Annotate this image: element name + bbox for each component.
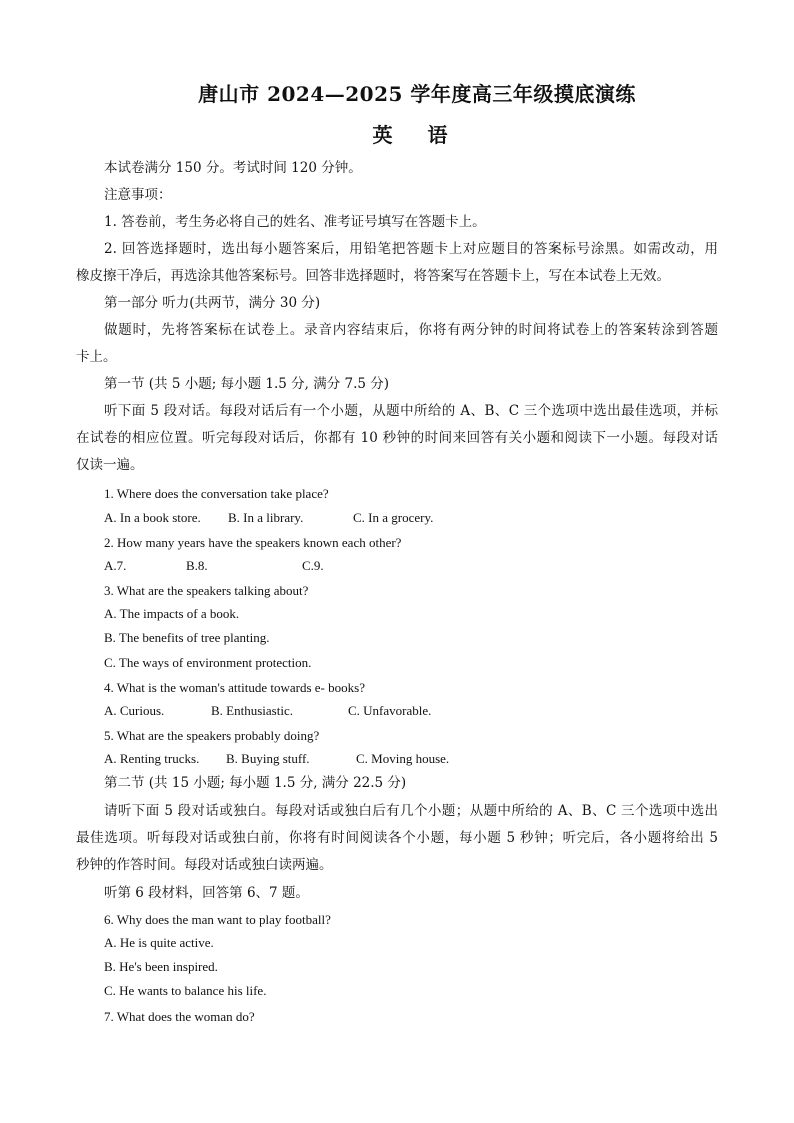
- option-a: A. In a book store.: [104, 510, 201, 525]
- section2-instr-line-3: 秒钟的作答时间。每段对话或独白读两遍。: [76, 857, 333, 873]
- part1-instr-line-2: 卡上。: [76, 349, 117, 365]
- option-b: B. The benefits of tree planting.: [104, 630, 270, 645]
- option-c: C. The ways of environment protection.: [104, 655, 312, 670]
- part1-instructions: [76, 317, 718, 371]
- option-c: C.9.: [302, 558, 324, 573]
- section1-instr-line-1: 听下面 5 段对话。每段对话后有一个小题，从题中所给的 A、B、C 三个选项中选出最佳选项，并标: [104, 403, 718, 419]
- option-b: B. Enthusiastic.: [211, 703, 293, 718]
- question-5: 5. What are the speakers probably doing?: [104, 728, 320, 743]
- part1-instr-line-1: 做题时，先将答案标在试卷上。录音内容结束后，你将有两分钟的时间将试卷上的答案转涂到答题: [104, 322, 718, 338]
- section2-instr-line-1: 请听下面 5 段对话或独白。每段对话或独白后有几个小题；从题中所给的 A、B、C 三个选项中选出: [104, 803, 718, 819]
- option-a: A. The impacts of a book.: [104, 606, 240, 621]
- exam-title: 唐山市 2024—2025 学年度高三年级摸底演练: [198, 82, 636, 106]
- option-a: A. Curious.: [104, 703, 165, 718]
- subject-title: 英 语: [372, 123, 462, 147]
- option-b: B. Buying stuff.: [226, 751, 310, 766]
- option-b: B. He's been inspired.: [104, 959, 218, 974]
- option-b: B. In a library.: [228, 510, 304, 525]
- question-2: 2. How many years have the speakers known each other?: [104, 535, 402, 550]
- question-7: 7. What does the woman do?: [104, 1009, 255, 1024]
- section2-instructions: [76, 798, 718, 879]
- section2-heading: 第二节 (共 15 小题; 每小题 1.5 分, 满分 22.5 分): [104, 775, 407, 791]
- section1-instructions: [76, 398, 718, 479]
- notice-heading: 注意事项：: [104, 187, 172, 203]
- option-b: B.8.: [186, 558, 208, 573]
- section1-heading: 第一节 (共 5 小题; 每小题 1.5 分, 满分 7.5 分): [104, 376, 390, 392]
- section2-instr-line-2: 最佳选项。听每段对话或独白前，你将有时间阅读各个小题，每小题 5 秒钟；听完后，各小题将给出 5: [76, 830, 718, 846]
- option-c: C. He wants to balance his life.: [104, 983, 267, 998]
- note-2-line-2: 橡皮擦干净后，再选涂其他答案标号。回答非选择题时，将答案写在答题卡上，写在本试卷上无效。: [76, 268, 670, 284]
- option-a: A. He is quite active.: [104, 935, 214, 950]
- score-time-note: 本试卷满分 150 分。考试时间 120 分钟。: [104, 160, 362, 176]
- material-6-heading: 听第 6 段材料，回答第 6、7 题。: [104, 885, 309, 901]
- option-c: C. Unfavorable.: [348, 703, 432, 718]
- note-2: [76, 236, 718, 290]
- option-c: C. In a grocery.: [353, 510, 434, 525]
- note-1: 1. 答卷前，考生务必将自己的姓名、准考证号填写在答题卡上。: [104, 214, 486, 230]
- option-c: C. Moving house.: [356, 751, 450, 766]
- question-1: 1. Where does the conversation take place?: [104, 486, 329, 501]
- option-a: A. Renting trucks.: [104, 751, 200, 766]
- option-a: A.7.: [104, 558, 127, 573]
- note-2-line-1: 2. 回答选择题时，选出每小题答案后，用铅笔把答题卡上对应题目的答案标号涂黑。如需改动，用: [104, 241, 718, 257]
- section1-instr-line-2: 在试卷的相应位置。听完每段对话后，你都有 10 秒钟的时间来回答有关小题和阅读下一小题。每段对话: [76, 430, 718, 446]
- question-6: 6. Why does the man want to play football?: [104, 912, 331, 927]
- question-4: 4. What is the woman's attitude towards e- books?: [104, 680, 365, 695]
- part1-heading: 第一部分 听力(共两节，满分 30 分): [104, 295, 321, 311]
- section1-instr-line-3: 仅读一遍。: [76, 457, 144, 473]
- question-3: 3. What are the speakers talking about?: [104, 583, 309, 598]
